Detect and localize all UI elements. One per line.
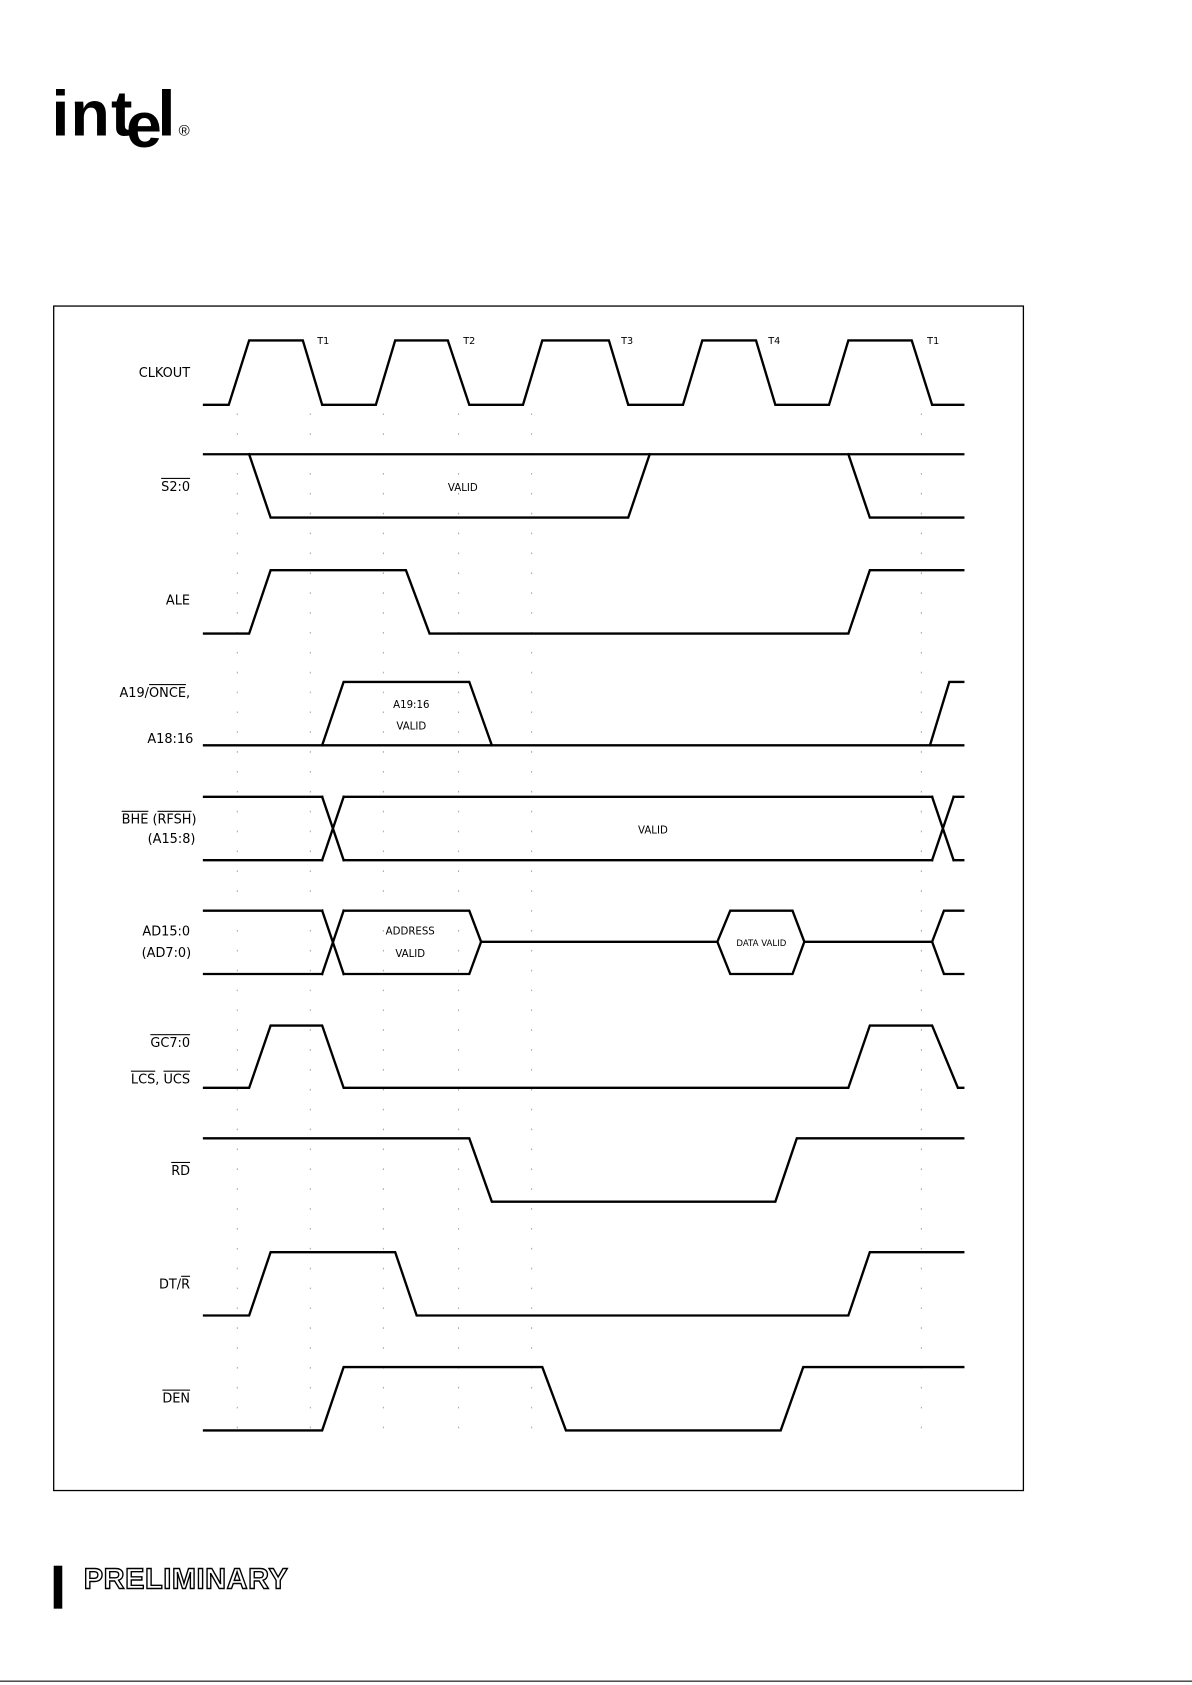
a19-16-waveform bbox=[204, 682, 963, 745]
signal-name-active-low: GC7:0 bbox=[150, 1035, 191, 1051]
signal-label-ad7-0 bbox=[0, 945, 191, 960]
signal-name: A18:16 bbox=[147, 731, 194, 747]
chip-select-waveform bbox=[204, 1026, 963, 1088]
signal-label-s2-0 bbox=[0, 479, 190, 494]
page-bottom-rule bbox=[0, 1681, 1192, 1682]
signal-label-clkout bbox=[0, 365, 190, 380]
phase-label-t4: T4 bbox=[768, 335, 781, 347]
signal-label-rd bbox=[0, 1163, 190, 1178]
signal-name-active-low: $\overline{BHE}$ bbox=[121, 811, 149, 827]
ad-bus-address-valid-label: VALID bbox=[395, 949, 426, 961]
a19-16-valid-label: VALID bbox=[396, 721, 427, 733]
dt-r-waveform bbox=[204, 1252, 963, 1315]
signal-label-a15-8 bbox=[0, 831, 195, 846]
diagram-frame bbox=[54, 306, 1024, 1490]
signal-name-active-low: $\overline{RD}$ bbox=[171, 1163, 191, 1179]
ad-bus-previous bbox=[204, 911, 322, 974]
registered-mark: ® bbox=[178, 121, 190, 139]
signal-name: (A15:8) bbox=[147, 831, 196, 847]
a19-16-valid-region bbox=[322, 682, 492, 745]
signal-label-dt-r bbox=[0, 1277, 190, 1292]
signal-label-lcs-ucs bbox=[0, 1072, 190, 1087]
signal-label-ale bbox=[0, 593, 190, 608]
signal-name-active-low: S2:0 bbox=[161, 478, 191, 494]
signal-name: CLKOUT bbox=[138, 365, 191, 381]
logo-letter-e: e bbox=[125, 89, 163, 162]
signal-name: (AD7:0) bbox=[141, 945, 192, 961]
signal-label-bhe-rfsh bbox=[0, 812, 197, 827]
signal-label-den bbox=[0, 1391, 190, 1406]
signal-separator: , bbox=[185, 685, 191, 701]
ad-bus-address-region bbox=[344, 911, 481, 974]
ad-bus-next-cycle bbox=[932, 911, 963, 974]
clkout-waveform bbox=[204, 340, 963, 404]
signal-name-active-low: $\overline{UCS}$ bbox=[163, 1071, 191, 1087]
phase-label-t2: T2 bbox=[463, 335, 476, 347]
a19-16-label: A19:16 bbox=[393, 700, 430, 712]
phase-label-t1-next: T1 bbox=[927, 335, 940, 347]
phase-label-t3: T3 bbox=[621, 335, 634, 347]
ad-bus-data-valid-label: DATA VALID bbox=[736, 938, 787, 949]
signal-name: ALE bbox=[165, 592, 191, 608]
logo-letters-int: int bbox=[51, 77, 134, 150]
signal-label-a18-16 bbox=[0, 731, 193, 746]
ad-bus-transition-cross bbox=[322, 911, 343, 974]
bhe-waveform bbox=[204, 797, 963, 860]
phase-gridlines bbox=[237, 413, 921, 1444]
signal-label-ad15-0 bbox=[0, 924, 190, 939]
phase-label-t1: T1 bbox=[317, 335, 330, 347]
a19-16-next-cycle bbox=[930, 682, 963, 745]
bhe-next-transition-cross bbox=[932, 797, 953, 860]
s2-0-next-cycle bbox=[848, 454, 963, 517]
signal-name: DT/ bbox=[158, 1276, 182, 1292]
preliminary-stamp: PRELIMINARY bbox=[83, 1562, 289, 1595]
signal-name: AD15:0 bbox=[142, 923, 191, 939]
rd-waveform bbox=[204, 1138, 963, 1201]
bhe-transition-cross bbox=[322, 797, 343, 860]
s2-0-valid-label: VALID bbox=[447, 483, 478, 495]
signal-separator: , bbox=[155, 1071, 164, 1087]
signal-label-a19-once bbox=[0, 685, 190, 700]
signal-label-gc7-0 bbox=[0, 1035, 190, 1050]
ad-bus-waveform bbox=[204, 911, 963, 974]
signal-separator: ) bbox=[191, 811, 197, 827]
ad-bus-address-label: ADDRESS bbox=[385, 926, 435, 938]
bhe-valid-label: VALID bbox=[638, 825, 668, 837]
signal-name: A19/ bbox=[119, 685, 150, 701]
ale-waveform bbox=[204, 570, 963, 633]
signal-name-active-low: RFSH bbox=[157, 811, 192, 827]
signal-name-active-low: $\overline{DEN}$ bbox=[162, 1390, 191, 1406]
signal-separator: ( bbox=[148, 811, 158, 827]
den-waveform bbox=[204, 1367, 963, 1430]
signal-name-active-low: ONCE bbox=[149, 685, 186, 701]
signal-name-active-low: $\overline{R}$ bbox=[181, 1276, 191, 1292]
footer-marker-bar bbox=[54, 1566, 63, 1609]
logo-letter-l: l bbox=[157, 77, 177, 150]
s2-0-waveform bbox=[204, 454, 963, 517]
signal-name-active-low: $\overline{LCS}$ bbox=[130, 1071, 156, 1087]
